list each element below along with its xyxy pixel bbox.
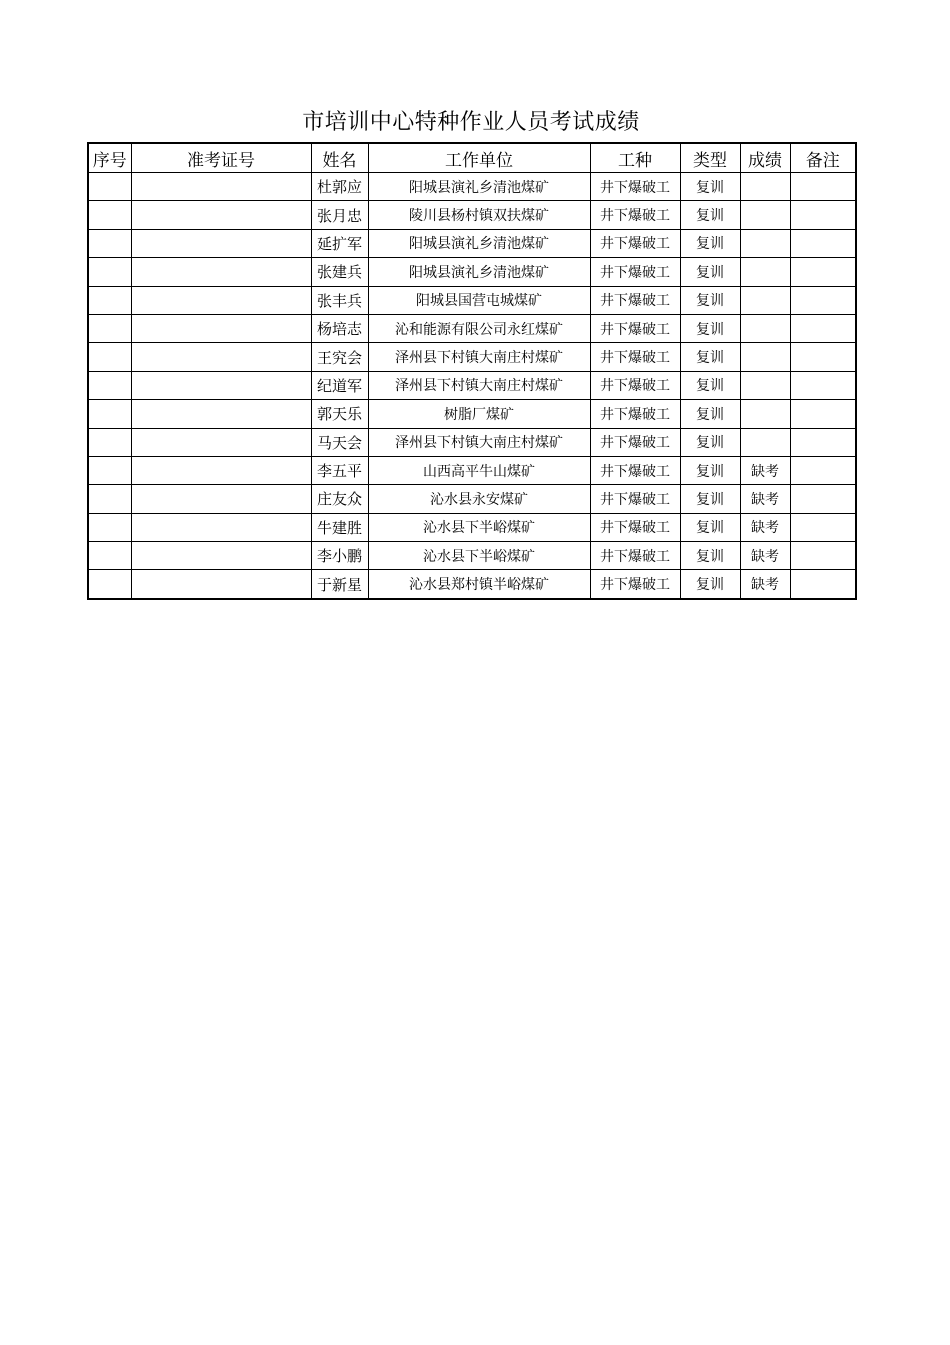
cell-name: 李小鹏 (311, 542, 368, 570)
header-row (88, 143, 856, 173)
table-row (88, 485, 856, 513)
table-row (88, 371, 856, 399)
col-header-unit: 工作单位 (368, 143, 590, 173)
cell-note (790, 314, 856, 342)
cell-job: 井下爆破工 (590, 542, 680, 570)
table-row (88, 314, 856, 342)
col-header-seq: 序号 (88, 143, 131, 173)
cell-job: 井下爆破工 (590, 173, 680, 201)
cell-seq (88, 542, 131, 570)
cell-unit: 阳城县演礼乡清池煤矿 (368, 173, 590, 201)
cell-name: 杨培志 (311, 314, 368, 342)
cell-name: 马天会 (311, 428, 368, 456)
cell-unit: 阳城县演礼乡清池煤矿 (368, 258, 590, 286)
cell-job: 井下爆破工 (590, 485, 680, 513)
cell-job: 井下爆破工 (590, 428, 680, 456)
cell-unit: 泽州县下村镇大南庄村煤矿 (368, 343, 590, 371)
cell-exam-no (131, 542, 311, 570)
cell-exam-no (131, 286, 311, 314)
cell-exam-no (131, 513, 311, 541)
cell-exam-no (131, 371, 311, 399)
cell-unit: 沁水县永安煤矿 (368, 485, 590, 513)
cell-name: 郭天乐 (311, 400, 368, 428)
col-header-type: 类型 (680, 143, 740, 173)
cell-name: 张丰兵 (311, 286, 368, 314)
cell-unit: 沁水县下半峪煤矿 (368, 513, 590, 541)
cell-unit: 泽州县下村镇大南庄村煤矿 (368, 428, 590, 456)
cell-score (740, 286, 790, 314)
cell-name: 牛建胜 (311, 513, 368, 541)
cell-seq (88, 456, 131, 484)
cell-note (790, 201, 856, 229)
cell-score (740, 400, 790, 428)
cell-score (740, 428, 790, 456)
table-row (88, 513, 856, 541)
cell-type: 复训 (680, 286, 740, 314)
cell-score: 缺考 (740, 513, 790, 541)
cell-note (790, 258, 856, 286)
cell-note (790, 371, 856, 399)
table-row (88, 343, 856, 371)
cell-note (790, 485, 856, 513)
cell-score: 缺考 (740, 456, 790, 484)
cell-exam-no (131, 485, 311, 513)
cell-exam-no (131, 173, 311, 201)
cell-type: 复训 (680, 485, 740, 513)
cell-seq (88, 485, 131, 513)
cell-job: 井下爆破工 (590, 456, 680, 484)
cell-score (740, 314, 790, 342)
table-row (88, 201, 856, 229)
cell-unit: 泽州县下村镇大南庄村煤矿 (368, 371, 590, 399)
cell-unit: 阳城县演礼乡清池煤矿 (368, 229, 590, 257)
cell-score (740, 229, 790, 257)
cell-seq (88, 201, 131, 229)
cell-name: 延扩军 (311, 229, 368, 257)
cell-type: 复训 (680, 229, 740, 257)
cell-exam-no (131, 343, 311, 371)
cell-unit: 树脂厂煤矿 (368, 400, 590, 428)
cell-exam-no (131, 456, 311, 484)
cell-unit: 阳城县国营屯城煤矿 (368, 286, 590, 314)
col-header-job: 工种 (590, 143, 680, 173)
cell-exam-no (131, 258, 311, 286)
table-row (88, 456, 856, 484)
table-row (88, 570, 856, 599)
cell-name: 张月忠 (311, 201, 368, 229)
cell-type: 复训 (680, 371, 740, 399)
cell-unit: 沁水县郑村镇半峪煤矿 (368, 570, 590, 599)
table-row (88, 258, 856, 286)
cell-type: 复训 (680, 314, 740, 342)
table-body (88, 173, 856, 599)
cell-seq (88, 314, 131, 342)
cell-job: 井下爆破工 (590, 314, 680, 342)
cell-note (790, 513, 856, 541)
table-row (88, 229, 856, 257)
cell-seq (88, 173, 131, 201)
cell-type: 复训 (680, 456, 740, 484)
cell-note (790, 173, 856, 201)
cell-score (740, 343, 790, 371)
cell-name: 于新星 (311, 570, 368, 599)
cell-seq (88, 286, 131, 314)
cell-type: 复训 (680, 428, 740, 456)
cell-name: 李五平 (311, 456, 368, 484)
cell-name: 杜郭应 (311, 173, 368, 201)
cell-exam-no (131, 428, 311, 456)
cell-note (790, 229, 856, 257)
cell-name: 庄友众 (311, 485, 368, 513)
cell-score (740, 201, 790, 229)
cell-score: 缺考 (740, 485, 790, 513)
cell-note (790, 570, 856, 599)
cell-name: 张建兵 (311, 258, 368, 286)
cell-note (790, 400, 856, 428)
cell-seq (88, 400, 131, 428)
cell-score (740, 371, 790, 399)
col-header-exam-no: 准考证号 (131, 143, 311, 173)
cell-note (790, 343, 856, 371)
cell-job: 井下爆破工 (590, 258, 680, 286)
cell-job: 井下爆破工 (590, 286, 680, 314)
table-row (88, 286, 856, 314)
cell-exam-no (131, 201, 311, 229)
score-table (87, 142, 857, 600)
cell-job: 井下爆破工 (590, 343, 680, 371)
cell-unit: 沁和能源有限公司永红煤矿 (368, 314, 590, 342)
cell-unit: 山西高平牛山煤矿 (368, 456, 590, 484)
cell-exam-no (131, 314, 311, 342)
cell-job: 井下爆破工 (590, 513, 680, 541)
page-title: 市培训中心特种作业人员考试成绩 (302, 110, 640, 135)
cell-score (740, 173, 790, 201)
cell-seq (88, 343, 131, 371)
cell-unit: 陵川县杨村镇双扶煤矿 (368, 201, 590, 229)
table-row (88, 542, 856, 570)
cell-job: 井下爆破工 (590, 400, 680, 428)
cell-exam-no (131, 400, 311, 428)
cell-job: 井下爆破工 (590, 371, 680, 399)
cell-type: 复训 (680, 400, 740, 428)
cell-type: 复训 (680, 570, 740, 599)
cell-job: 井下爆破工 (590, 570, 680, 599)
table-row (88, 173, 856, 201)
cell-type: 复训 (680, 343, 740, 371)
cell-name: 纪道军 (311, 371, 368, 399)
cell-note (790, 456, 856, 484)
col-header-score: 成绩 (740, 143, 790, 173)
cell-type: 复训 (680, 201, 740, 229)
cell-type: 复训 (680, 258, 740, 286)
cell-job: 井下爆破工 (590, 201, 680, 229)
col-header-name: 姓名 (311, 143, 368, 173)
cell-seq (88, 258, 131, 286)
cell-seq (88, 371, 131, 399)
cell-exam-no (131, 229, 311, 257)
table-row (88, 428, 856, 456)
cell-seq (88, 513, 131, 541)
cell-score: 缺考 (740, 542, 790, 570)
cell-seq (88, 570, 131, 599)
cell-note (790, 428, 856, 456)
cell-job: 井下爆破工 (590, 229, 680, 257)
cell-unit: 沁水县下半峪煤矿 (368, 542, 590, 570)
cell-type: 复训 (680, 513, 740, 541)
col-header-note: 备注 (790, 143, 856, 173)
table-row (88, 400, 856, 428)
cell-score: 缺考 (740, 570, 790, 599)
cell-note (790, 286, 856, 314)
cell-exam-no (131, 570, 311, 599)
cell-name: 王究会 (311, 343, 368, 371)
cell-note (790, 542, 856, 570)
cell-type: 复训 (680, 173, 740, 201)
cell-seq (88, 229, 131, 257)
cell-seq (88, 428, 131, 456)
cell-score (740, 258, 790, 286)
cell-type: 复训 (680, 542, 740, 570)
